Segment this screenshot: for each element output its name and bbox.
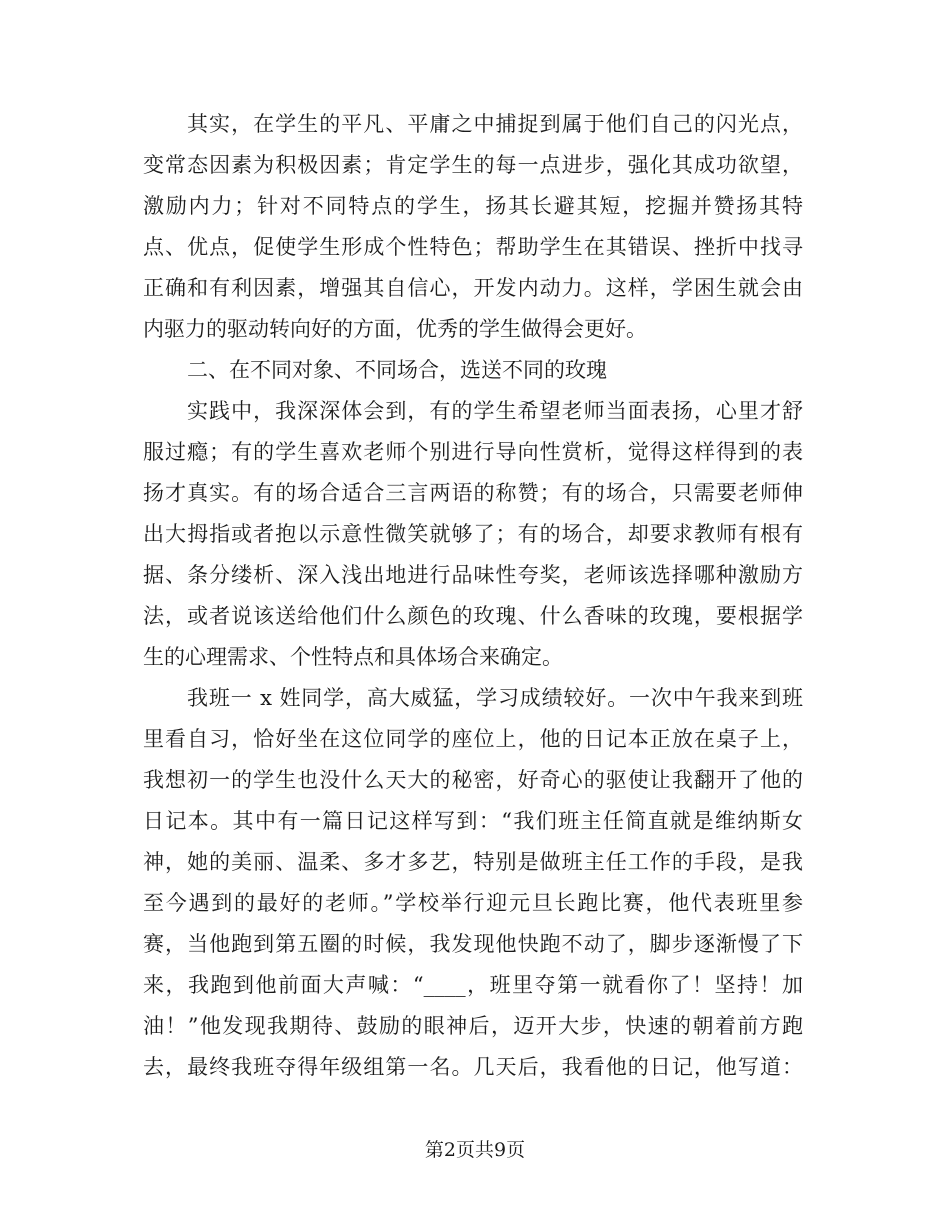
text-line: 出大拇指或者抱以示意性微笑就够了；有的场合，却要求教师有根有 — [143, 522, 803, 546]
text-line: 法，或者说该送给他们什么颜色的玫瑰、什么香味的玫瑰，要根据学 — [143, 604, 803, 628]
text-line: 里看自习，恰好坐在这位同学的座位上，他的日记本正放在桌子上， — [143, 727, 803, 751]
section-heading — [143, 350, 803, 391]
text-line: 来，我跑到他前面大声喊：“____，班里夺第一就看你了！坚持！加 — [143, 973, 803, 997]
text-line: 点、优点，促使学生形成个性特色；帮助学生在其错误、挫折中找寻 — [143, 235, 803, 259]
document-body — [143, 104, 803, 1088]
text-line: 日记本。其中有一篇日记这样写到：“我们班主任简直就是维纳斯女 — [143, 809, 803, 833]
text-line: 正确和有利因素，增强其自信心，开发内动力。这样，学困生就会由 — [143, 276, 803, 300]
paragraph — [143, 391, 803, 678]
text-line: 服过瘾；有的学生喜欢老师个别进行导向性赏析，觉得这样得到的表 — [143, 440, 803, 464]
text-line: 其实，在学生的平凡、平庸之中捕捉到属于他们自己的闪光点， — [187, 112, 803, 136]
text-line: 神，她的美丽、温柔、多才多艺，特别是做班主任工作的手段，是我 — [143, 850, 803, 874]
text-line: 内驱力的驱动转向好的方面，优秀的学生做得会更好。 — [143, 317, 647, 341]
text-line: 生的心理需求、个性特点和具体场合来确定。 — [143, 645, 563, 669]
text-line: 去，最终我班夺得年级组第一名。几天后，我看他的日记，他写道： — [143, 1055, 803, 1079]
text-line: 扬才真实。有的场合适合三言两语的称赞；有的场合，只需要老师伸 — [143, 481, 803, 505]
text-line: 实践中，我深深体会到，有的学生希望老师当面表扬，心里才舒 — [187, 399, 803, 423]
text-line: 我想初一的学生也没什么天大的秘密，好奇心的驱使让我翻开了他的 — [143, 768, 803, 792]
text-line: 激励内力；针对不同特点的学生，扬其长避其短，挖掘并赞扬其特 — [143, 194, 803, 218]
heading-line: 二、在不同对象、不同场合，选送不同的玫瑰 — [187, 358, 607, 382]
text-line: 至今遇到的最好的老师。”学校举行迎元旦长跑比赛，他代表班里参 — [143, 891, 803, 915]
text-line: 我班一 x 姓同学，高大威猛，学习成绩较好。一次中午我来到班 — [187, 686, 803, 710]
paragraph — [143, 104, 803, 350]
text-line: 据、条分缕析、深入浅出地进行品味性夸奖，老师该选择哪种激励方 — [143, 563, 803, 587]
text-line: 赛，当他跑到第五圈的时候，我发现他快跑不动了，脚步逐渐慢了下 — [143, 932, 803, 956]
page-number: 第2页共9页 — [424, 1139, 526, 1161]
text-line: 变常态因素为积极因素；肯定学生的每一点进步，强化其成功欲望， — [143, 153, 803, 177]
paragraph — [143, 678, 803, 1088]
text-line: 油！”他发现我期待、鼓励的眼神后，迈开大步，快速的朝着前方跑 — [143, 1014, 803, 1038]
